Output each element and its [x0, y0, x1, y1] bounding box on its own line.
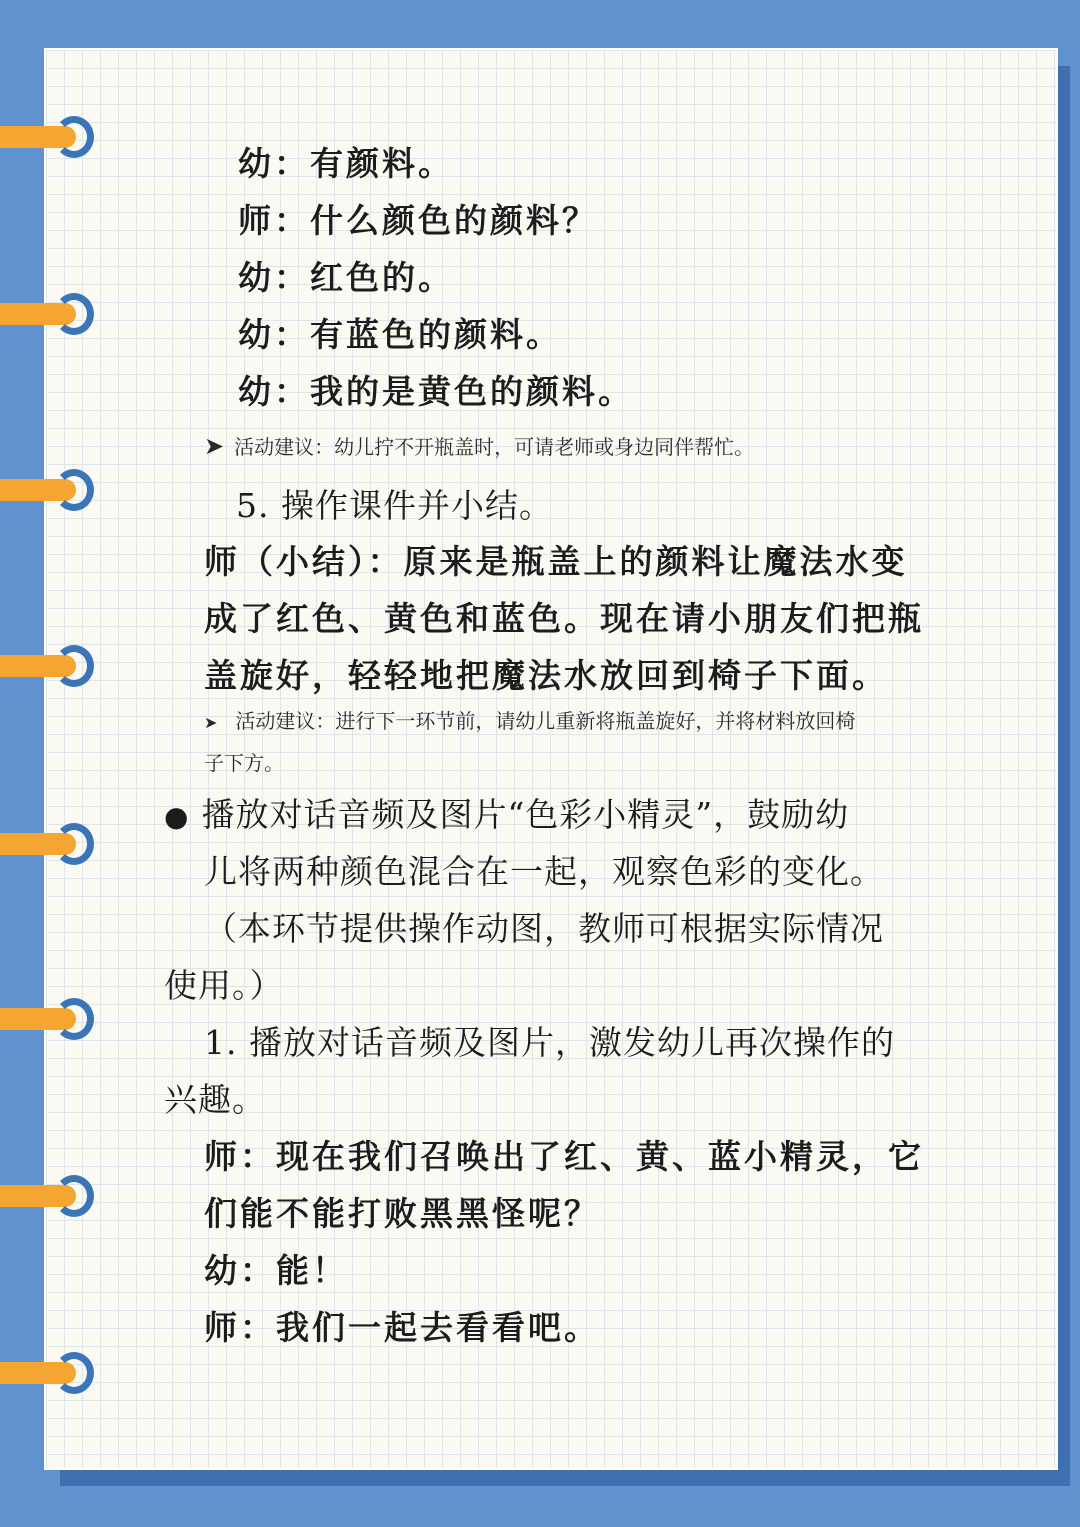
dialogue-line: 幼：有颜料。	[238, 144, 454, 183]
step-heading: 5. 操作课件并小结。	[236, 486, 553, 525]
activity-note-text: 子下方。	[204, 751, 284, 775]
step-heading: 1. 播放对话音频及图片，激发幼儿再次操作的	[204, 1023, 895, 1062]
activity-note	[204, 431, 754, 460]
section-text: 播放对话音频及图片“色彩小精灵”，鼓励幼	[201, 795, 850, 834]
binder-ring	[0, 643, 100, 683]
activity-note-text: 活动建议：幼儿拧不开瓶盖时，可请老师或身边同伴帮忙。	[234, 435, 755, 459]
step-heading: 兴趣。	[164, 1080, 266, 1119]
dialogue-line: 幼：有蓝色的颜料。	[238, 315, 562, 354]
activity-note	[204, 705, 855, 734]
binder-ring	[0, 291, 100, 331]
arrow-bullet-icon: ➤	[204, 432, 225, 460]
section-bullet-line	[164, 789, 849, 836]
binder-ring	[0, 996, 100, 1036]
binder-ring	[0, 1173, 100, 1213]
binder-ring	[0, 821, 100, 861]
binder-ring	[0, 114, 100, 154]
dialogue-line: 师：什么颜色的颜料？	[238, 201, 598, 240]
dialogue-line: 师：现在我们召唤出了红、黄、蓝小精灵，它	[204, 1137, 924, 1176]
dialogue-line: 幼：我的是黄色的颜料。	[238, 372, 634, 411]
dialogue-line: 幼：红色的。	[238, 258, 454, 297]
dialogue-line: 们能不能打败黑黑怪呢？	[204, 1194, 600, 1233]
summary-line: 盖旋好，轻轻地把魔法水放回到椅子下面。	[204, 656, 888, 695]
summary-line: 师（小结）：原来是瓶盖上的颜料让魔法水变	[204, 542, 908, 581]
activity-note-text: 活动建议：进行下一环节前，请幼儿重新将瓶盖旋好，并将材料放回椅	[235, 709, 856, 733]
section-text: 使用。）	[164, 966, 284, 1005]
section-text: 儿将两种颜色混合在一起，观察色彩的变化。	[204, 852, 884, 891]
summary-line: 成了红色、黄色和蓝色。现在请小朋友们把瓶	[204, 599, 924, 638]
section-text: （本环节提供操作动图，教师可根据实际情况	[204, 909, 884, 948]
notebook-page	[44, 48, 1058, 1470]
binder-ring	[0, 1350, 100, 1390]
bullet-dot-icon: ●	[164, 800, 190, 833]
dialogue-line: 幼：能！	[204, 1251, 348, 1290]
dialogue-line: 师：我们一起去看看吧。	[204, 1308, 600, 1347]
binder-ring	[0, 467, 100, 507]
arrow-bullet-icon: ➤	[204, 713, 218, 732]
